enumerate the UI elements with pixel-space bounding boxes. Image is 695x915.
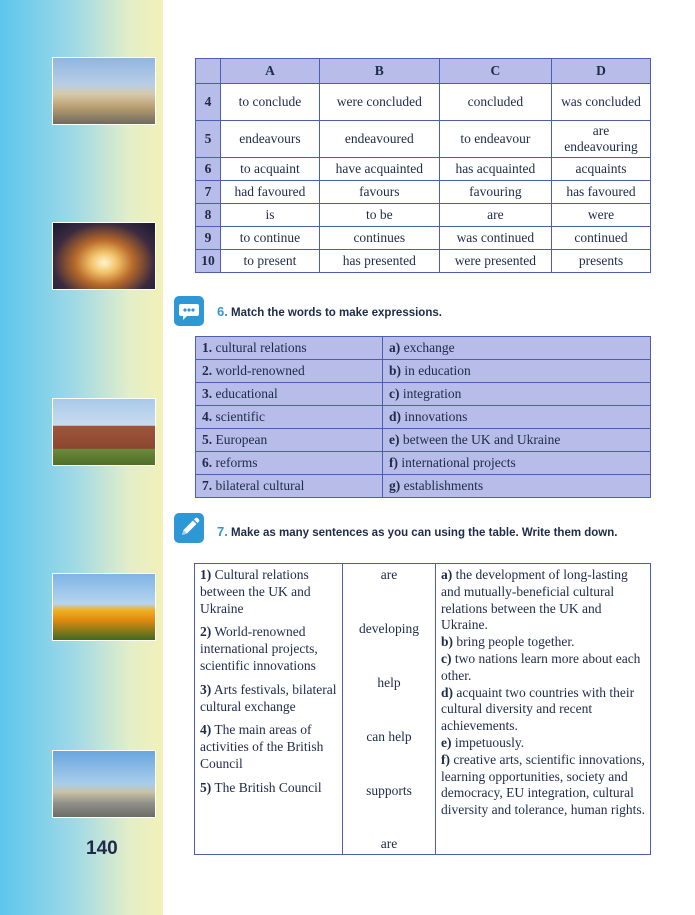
subject-item: 1) Cultural relations between the UK and Ukraine [200, 567, 311, 616]
verb-item: supports [366, 783, 412, 798]
exercise-number: 7. [217, 524, 228, 539]
table-row [196, 406, 651, 429]
option-c: favouring [439, 181, 551, 204]
opera-house-photo [52, 57, 156, 125]
object-item: e) impetuously. [441, 734, 525, 750]
right-word: c) integration [383, 383, 651, 406]
option-c: were presented [439, 250, 551, 273]
option-a: to continue [221, 227, 320, 250]
pencil-icon [174, 513, 204, 543]
table-row [196, 204, 651, 227]
left-word: 3. educational [196, 383, 383, 406]
option-c: was continued [439, 227, 551, 250]
table-row [196, 250, 651, 273]
table-row [196, 452, 651, 475]
table-row [196, 121, 651, 158]
table-row [196, 429, 651, 452]
right-word: b) in education [383, 360, 651, 383]
column-header-c: C [439, 59, 551, 84]
table-row [196, 227, 651, 250]
column-header-d: D [552, 59, 651, 84]
option-d: was concluded [552, 84, 651, 121]
subject-item: 2) World-renowned international projects, scientific innovations [200, 624, 318, 673]
match-expressions-table [195, 336, 651, 498]
right-word: f) international projects [383, 452, 651, 475]
column-header-a: A [221, 59, 320, 84]
option-a: to acquaint [221, 158, 320, 181]
table-row [195, 564, 651, 855]
option-b: to be [319, 204, 439, 227]
table-row [196, 360, 651, 383]
option-a: endeavours [221, 121, 320, 158]
option-c: are [439, 204, 551, 227]
sentence-building-table [194, 563, 651, 855]
exercise-7-heading [217, 524, 617, 539]
fountain-night-photo [52, 222, 156, 290]
option-d: presents [552, 250, 651, 273]
verb-item: can help [366, 729, 412, 744]
table-row [196, 337, 651, 360]
subject-item: 5) The British Council [200, 779, 322, 795]
option-b: has presented [319, 250, 439, 273]
verb-item: help [377, 675, 401, 690]
row-number: 4 [196, 84, 221, 121]
table-row [196, 181, 651, 204]
left-word: 5. European [196, 429, 383, 452]
table-header-row [196, 59, 651, 84]
table-row [196, 383, 651, 406]
left-word: 1. cultural relations [196, 337, 383, 360]
option-d: acquaints [552, 158, 651, 181]
option-b: endeavoured [319, 121, 439, 158]
exercise-instruction: Match the words to make expressions. [231, 307, 442, 319]
subject-item: 4) The main areas of activities of the British Council [200, 722, 324, 771]
exercise-6-heading [217, 304, 442, 319]
table-row [196, 475, 651, 498]
option-d: are endeavouring [552, 121, 651, 158]
objects-column [436, 564, 651, 855]
red-brick-building-photo [52, 398, 156, 466]
table-row [196, 84, 651, 121]
left-word: 6. reforms [196, 452, 383, 475]
subject-item: 3) Arts festivals, bilateral cultural exchange [200, 681, 337, 714]
verb-item: are [380, 567, 398, 582]
option-d: continued [552, 227, 651, 250]
city-panorama-photo [52, 750, 156, 818]
object-item: d) acquaint two countries with their cultural diversity and recent achievements. [441, 684, 635, 734]
right-word: g) establishments [383, 475, 651, 498]
option-b: favours [319, 181, 439, 204]
verb-item: developing [359, 621, 419, 636]
option-c: concluded [439, 84, 551, 121]
exercise-instruction: Make as many sentences as you can using the table. Write them down. [231, 527, 618, 539]
option-c: has acquainted [439, 158, 551, 181]
row-number: 6 [196, 158, 221, 181]
option-b: continues [319, 227, 439, 250]
option-a: to present [221, 250, 320, 273]
decorative-sidebar [0, 0, 163, 915]
object-item: c) two nations learn more about each other. [441, 650, 641, 683]
row-number: 7 [196, 181, 221, 204]
object-item: f) creative arts, scientific innovations, learning opportunities, society and democracy, EU integration, cultural diversity and tolerance, human rights. [441, 751, 645, 818]
option-a: to conclude [221, 84, 320, 121]
left-word: 4. scientific [196, 406, 383, 429]
right-word: d) innovations [383, 406, 651, 429]
verbs-column [343, 564, 436, 855]
verb-item: are [380, 836, 398, 851]
grammar-choice-table [195, 58, 651, 273]
left-word: 2. world-renowned [196, 360, 383, 383]
exercise-number: 6. [217, 304, 228, 319]
speech-bubble-icon [174, 296, 204, 326]
row-number: 5 [196, 121, 221, 158]
column-header-b: B [319, 59, 439, 84]
row-number: 8 [196, 204, 221, 227]
option-a: is [221, 204, 320, 227]
corner-header [196, 59, 221, 84]
sunflowers-photo [52, 573, 156, 641]
option-d: were [552, 204, 651, 227]
row-number: 9 [196, 227, 221, 250]
option-b: have acquainted [319, 158, 439, 181]
object-item: a) the development of long-lasting and mutually-beneficial cultural relations between the UK and Ukraine. [441, 567, 628, 633]
option-d: has favoured [552, 181, 651, 204]
left-word: 7. bilateral cultural [196, 475, 383, 498]
row-number: 10 [196, 250, 221, 273]
subjects-column [195, 564, 343, 855]
option-b: were concluded [319, 84, 439, 121]
table-row [196, 158, 651, 181]
right-word: a) exchange [383, 337, 651, 360]
option-c: to endeavour [439, 121, 551, 158]
option-a: had favoured [221, 181, 320, 204]
page-number: 140 [86, 838, 118, 859]
right-word: e) between the UK and Ukraine [383, 429, 651, 452]
object-item: b) bring people together. [441, 634, 575, 650]
